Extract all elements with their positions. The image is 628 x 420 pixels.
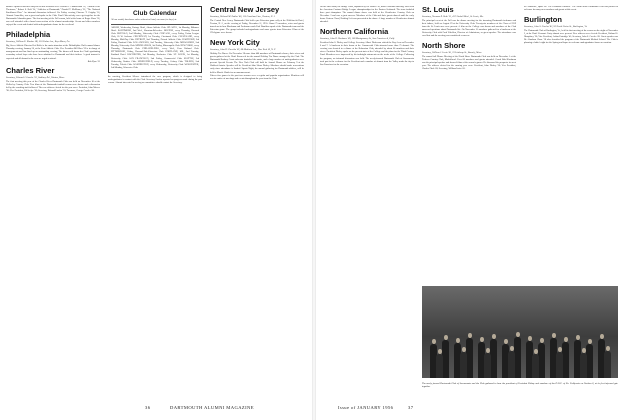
photo-person	[538, 343, 545, 378]
article-text: the meeting, President Mercer introduced the new program, which is designed to bring undergraduates in contact with the Club. Secretary Lawlor reported on progress made during the past season. Alumni interested in serving on committees should contact the Secretary.	[108, 75, 202, 84]
secretary-line: Secretary, Richard M. Zettler '48, 115 Courtland Ave., Trenton, N. J.	[210, 15, 276, 18]
article-text: The Dartmouth Club of Burlington, Vt., held its first meeting of the season on the night of November 3, at the Hotel Vermont. Forty alumni were present. New officers were elected: President, Richard S. Humphrey '36; Vice President, Arthur Partridge '41; Secretary, John S. Cowles '43. Guest speaker was Dr. Abraham Chase '18 who described the program of the Dartmouth Medical School. The Club is planning a ladies' night for the Spring and hopes to welcome undergraduates home on vacation.	[524, 30, 618, 45]
section-heading-burlington: Burlington	[524, 15, 562, 25]
section-heading-north-shore: North Shore	[422, 41, 466, 51]
left-column-1	[6, 6, 100, 93]
divider	[111, 24, 199, 25]
left-column-3	[210, 6, 304, 81]
left-column-2	[108, 6, 202, 85]
photo-person	[460, 352, 467, 378]
calendar-entries: AKRON, Wednesday, Portage Hotel, Akron Athletic Club. ATLANTA, 1st Monday, Biltmore Hotel. BALTIMORE, 2nd Wed., Sheraton-Belvedere. BOSTON, every Thursday, Harvard Club. BUFFALO, 2nd Monday, University Club. CHICAGO, every Friday, Union League Club, 65 W. Jackson. CINCINNATI, 1st Tuesday, Cincinnati Club. CLEVELAND, every Monday, Mid-Day Club. DETROIT, 2nd Thursday, Detroit Athletic Club. HARTFORD, 3rd Friday, Hartford Club. LOS ANGELES, 2nd Tuesday, University Club. MILWAUKEE, 2nd Monday, University Club. MINNEAPOLIS, 3rd Friday, Minneapolis Club. NEW YORK, every Thursday, Dartmouth Club. PHILADELPHIA, every Wed., Poor Richard Club. PITTSBURGH, Friday, Harvard-Yale-Princeton Club. PORTLAND, ME., 2nd Tuesday, Eastland Hotel. ROCHESTER, 3rd Monday, Rochester Club. ST. LOUIS, 1st Monday, University Club. SAN FRANCISCO, 2nd Friday, Commercial Club. SEATTLE, 3rd Wednesday, Rainier Club. SPRINGFIELD, every Tuesday, Colony Club. TOLEDO, 2nd Tuesday, Toledo Club. WASHINGTON, every Wednesday, University Club. WORCESTER, 3rd Monday, Worcester Club.	[111, 27, 199, 69]
secretary-line: Secretary, William E. Riecker '48, 510 Cedar Ave., Bryn Mawr, Pa.	[6, 40, 70, 44]
secretary-line: Secretary, Norman R. Roth '51, 417 Lindell Blvd., St. Louis, Mo.	[422, 15, 484, 18]
magazine-name: DARTMOUTH ALUMNI MAGAZINE	[170, 405, 254, 410]
right-page	[316, 0, 628, 420]
group-photo	[422, 286, 618, 378]
article-text: On the other hand, the Bridge Team, captained by Joe Rosner '50, made a brilliant showing. Pairs won the American Contract Bridge League championships for the Eastern Seaboard. The team included three past champions. The annual dinner dance was held at the Westchester Country Club on December 3 and was a great success. Members of the Club and their guests danced until the early hours. Eastern Cloud, Nothing Left was presented at the dance. A large number of Westchester alumni attended.	[320, 6, 414, 24]
section-heading-st-louis: St. Louis	[422, 6, 454, 14]
photo-person	[466, 338, 473, 378]
article-text: The first meeting this year of the Charles River Dartmouth Club was held on November 10 at the Wellesley Country Club. Two films of the Dartmouth football season were shown and a discussion led by the coaching staff followed. The new officers elected for the year were: President, John Mercer '38; Vice President, Ed Seelye '36; Secretary, Edward Lawlor '53; Treasurer, George Cowles '44.	[6, 80, 100, 92]
article-text: The Central New Jersey Dartmouth Club held a pre-Princeton game rally at the Hildebrecht Hotel, Trenton, N. J., on the evening of Friday, November 11, 1955. About 75 members, wives and guests turned out to hear Blackman and Freshman coach Earl Hamilton speak of the Dartmouth team and the Princeton game. The group included undergraduates and some guests from Princeton. Films of the 1954 game were shown.	[210, 20, 304, 35]
left-page-number: 36	[145, 405, 151, 410]
left-page	[0, 0, 312, 420]
section-heading-central-new-jersey: Central New Jersey	[210, 6, 280, 14]
article-text: President John S. Dickey and College Secretary Albert Dickerson visited the Bay Area on December 6 and 7. A luncheon in their honor at the Commercial Club attracted more than 75 alumni. The evening was devoted to a dinner at the Bohemian Club, attended by about 60 members and their wives. President Dickey spoke on the present state of the College and the plans for the Third Century Fund. Members were impressed by his forthright statements on the needs of the College. Following the program, an informal discussion was held. The newly-formed Dartmouth Club of Sacramento took part in the welcome for the President and a number of alumni from the Valley made the trip to San Francisco for the occasion.	[320, 42, 414, 66]
section-heading-charles-river: Charles River	[6, 65, 55, 75]
photo-caption: The newly formed Dartmouth Club of Sacramento and the Club gathered to hear the president of President Dickey and members of the D.O.C. of No. California on October 8, at its first informal get-together.	[422, 382, 618, 388]
photo-person	[442, 340, 449, 378]
photo-person	[436, 354, 443, 378]
secretary-line: Secretary, John S. Cowles '43, 93 North Union St., Burlington, Vt.	[524, 25, 588, 29]
photo-person	[604, 351, 611, 378]
issue-date: Issue of JANUARY 1956	[338, 405, 394, 410]
right-column-2	[422, 6, 516, 72]
article-text: The principal event of the Fall was the dinner meeting for the incoming Dartmouth freshmen and their fathers, held on August 29 at the University Club. Twenty-six members of the Class of 1959 from the St. Louis area were present. A film on the College was shown and members of the Club answered questions about Dartmouth life. On November 15 members gathered for a luncheon at the University Club with Ford Whelden, Director of Admissions, as guest speaker. The attendance was excellent and the meeting was considered a success.	[422, 20, 516, 38]
section-heading-new-york-city: New York City	[210, 38, 260, 48]
photo-person	[580, 353, 587, 378]
secretary-line: Secretary, John R. Harkness '49, 100 Montgomery St., San Francisco 4, Calif.	[320, 37, 395, 41]
section-heading-northern-california: Northern California	[320, 27, 389, 37]
secretary-line: Secretary, William J. Irwin '41, 23 Linthrup St., Beverly, Mass.	[422, 51, 482, 55]
article-text: Big Green Athletic Director Red Rolfe is the main attraction at the Philadelphia Club's annual dinner Thursday evening, January 26, at the Penn Athletic Club. Vice President Bill Shea '32 is in charge of arrangements and has lined up an outstanding evening. The dinner will honor the Club's graduating secondary school boys who have been admitted to Dartmouth and their fathers. A good turnout is expected and all alumni in the area are urged to attend.	[6, 45, 100, 60]
article-text: The annual fall Dinner Meeting of the North Shore Dartmouth Club was held on December 1 at the Tedesco Country Club, Marblehead. Over 60 members and guests attended. Coach Bob Blackman was the principal speaker and showed films of the season's games. He discussed the prospects for next year. The officers elected for the ensuing year were: President, John Dickey '36; Vice President, Charles Fitch '43; Secretary, William Irwin '41.	[422, 56, 516, 71]
right-column-1	[320, 6, 414, 67]
section-heading-philadelphia: Philadelphia	[6, 30, 51, 40]
calendar-title: Club Calendar	[132, 10, 178, 17]
author-signature: Bob Dyer '51	[87, 60, 100, 63]
calendar-intro: All our weekly luncheons unless otherwise listed, are noon (or days) at:	[111, 19, 177, 21]
photo-person	[508, 351, 515, 378]
club-calendar-box	[108, 6, 202, 73]
photo-person	[586, 344, 593, 378]
photo-person	[532, 354, 539, 378]
article-text: Fifteen fine games in the past two seasons were a regular and popular organization. Members will receive notice of meetings and events throughout the year from the Club.	[210, 74, 304, 80]
photo-person	[484, 353, 491, 378]
photo-person	[514, 337, 521, 378]
article-text: of Commerce, spoke on "The Economic Outlook." The North Shore Dartmouth Club was pleased to welcome its many new members and guests at this event.	[524, 6, 618, 12]
photo-person	[562, 342, 569, 378]
secretary-line: Secretary, John H. Garside '42, 60 Madison Ave., New York 10, N. Y.	[210, 48, 276, 52]
photo-person	[490, 339, 497, 378]
article-text: Holiday Tea Dance. On December 28 more than 400 members of Dartmouth classes, their wives and guests gathered at the Hotel Roosevelt for the annual Holiday Tea Dance arranged by the Club. The Dartmouth Barbary Coast orchestra furnished the music, and a large number of undergraduates were present. Special Events: The New York Club will hold its Annual Dinner on February 9 at the Waldorf-Astoria. Speaker will be President John Sloan Dickey. Members should make reservations early since attendance is limited. Sports Night, the annual gathering for Dartmouth athletes, will be held in March. Watch for an announcement.	[210, 53, 304, 74]
right-page-number: 37	[408, 405, 414, 410]
photo-person	[556, 352, 563, 378]
article-text: alumni. Speakers and their subjects on this occasion were: Edward T. Chamberlain '36, "Pursuit of the Theatrone;" Robert S. Rolf '34, "Athletics at Dartmouth;" Donald T. McKinney '26, "The National Enrollment Plan." An informal discussion followed. On Friday evening Clarence T. Grigsby '10, Alumni Councillor, was a guest and spoke to the Club. Final Club activity was a get-together for the Dartmouth-Columbia game. The first meeting of the Fall season, held at the home of Roger Shaw '30, was well attended with a broad cross-section of the alumni membership. Guests and older members enjoyed the event and chatted with undergraduates home for the weekend.	[6, 6, 100, 27]
right-column-3	[524, 6, 618, 45]
secretary-line: Secretary, Edward J. Lawlor '53, Sudbury Rd., Weston, Mass.	[6, 75, 65, 79]
